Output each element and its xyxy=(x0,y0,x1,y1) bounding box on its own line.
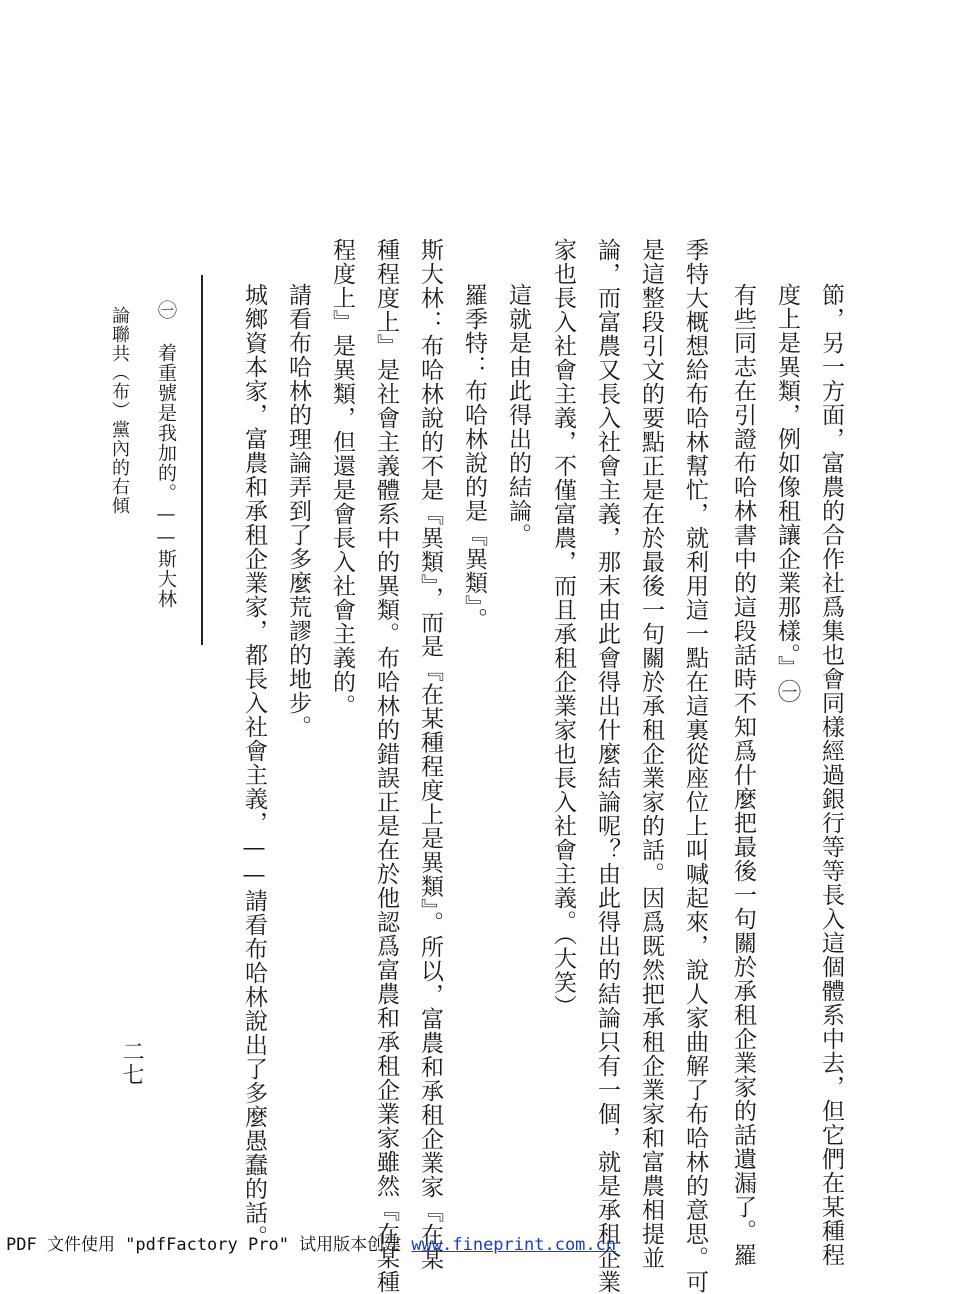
text-column-12: 程度上』是異類，但還是會長入社會主義的。 xyxy=(329,238,355,718)
text-column-3: 有些同志在引證布哈林書中的這段話時不知爲什麼把最後一句關於承租企業家的話遺漏了。羅 xyxy=(730,283,756,1267)
text-column-13: 請看布哈林的理論弄到了多麼荒謬的地步。 xyxy=(285,283,311,739)
text-column-2: 度上是異類，例如像租讓企業那樣。』㊀ xyxy=(774,283,800,704)
text-column-8: 這就是由此得出的結論。 xyxy=(505,283,531,547)
footnote: ㊀ 着重號是我加的。——斯大林 xyxy=(155,300,177,609)
text-column-11: 種程度上』是社會主義體系中的異類。布哈林的錯誤正是在於他認爲富農和承租企業家雖然『在某種 xyxy=(373,238,399,1294)
text-column-7: 家也長入社會主義，不僅富農，而且承租企業家也長入社會主義。（大笑） xyxy=(550,238,576,1019)
text-column-6: 論，而富農又長入社會主義，那末由此會得出什麼結論呢？由此得出的結論只有一個，就是承租企業 xyxy=(594,238,620,1294)
text-column-1: 節，另一方面，富農的合作社爲集也會同樣經過銀行等等長入這個體系中去，但它們在某種程 xyxy=(818,283,844,1267)
pdf-watermark xyxy=(6,1230,616,1255)
text-column-4: 季特大概想給布哈林幫忙，就利用這一點在這裏從座位上叫喊起來，說人家曲解了布哈林的意思。可 xyxy=(682,238,708,1294)
running-head: 論聯共（布）黨內的右傾 xyxy=(109,306,130,515)
page-number: 二七 xyxy=(119,1040,144,1086)
watermark-text: PDF 文件使用 "pdfFactory Pro" 试用版本创建 xyxy=(6,1235,402,1255)
text-column-9: 羅季特：布哈林說的是『異類』。 xyxy=(461,283,487,632)
text-column-5: 是這整段引文的要點正是在於最後一句關於承租企業家的話。因爲既然把承租企業家和富農相提並 xyxy=(638,238,664,1270)
watermark-link[interactable]: www.fineprint.com.cn xyxy=(411,1235,617,1255)
text-column-14: 城鄉資本家，富農和承租企業家，都長入社會主義，——請看布哈林說出了多麼愚蠢的話。 xyxy=(241,283,267,1249)
text-column-10: 斯大林：布哈林說的不是『異類』，而是『在某種程度上是異類』。所以，富農和承租企業家『在某 xyxy=(417,238,443,1271)
footnote-divider xyxy=(201,275,203,645)
